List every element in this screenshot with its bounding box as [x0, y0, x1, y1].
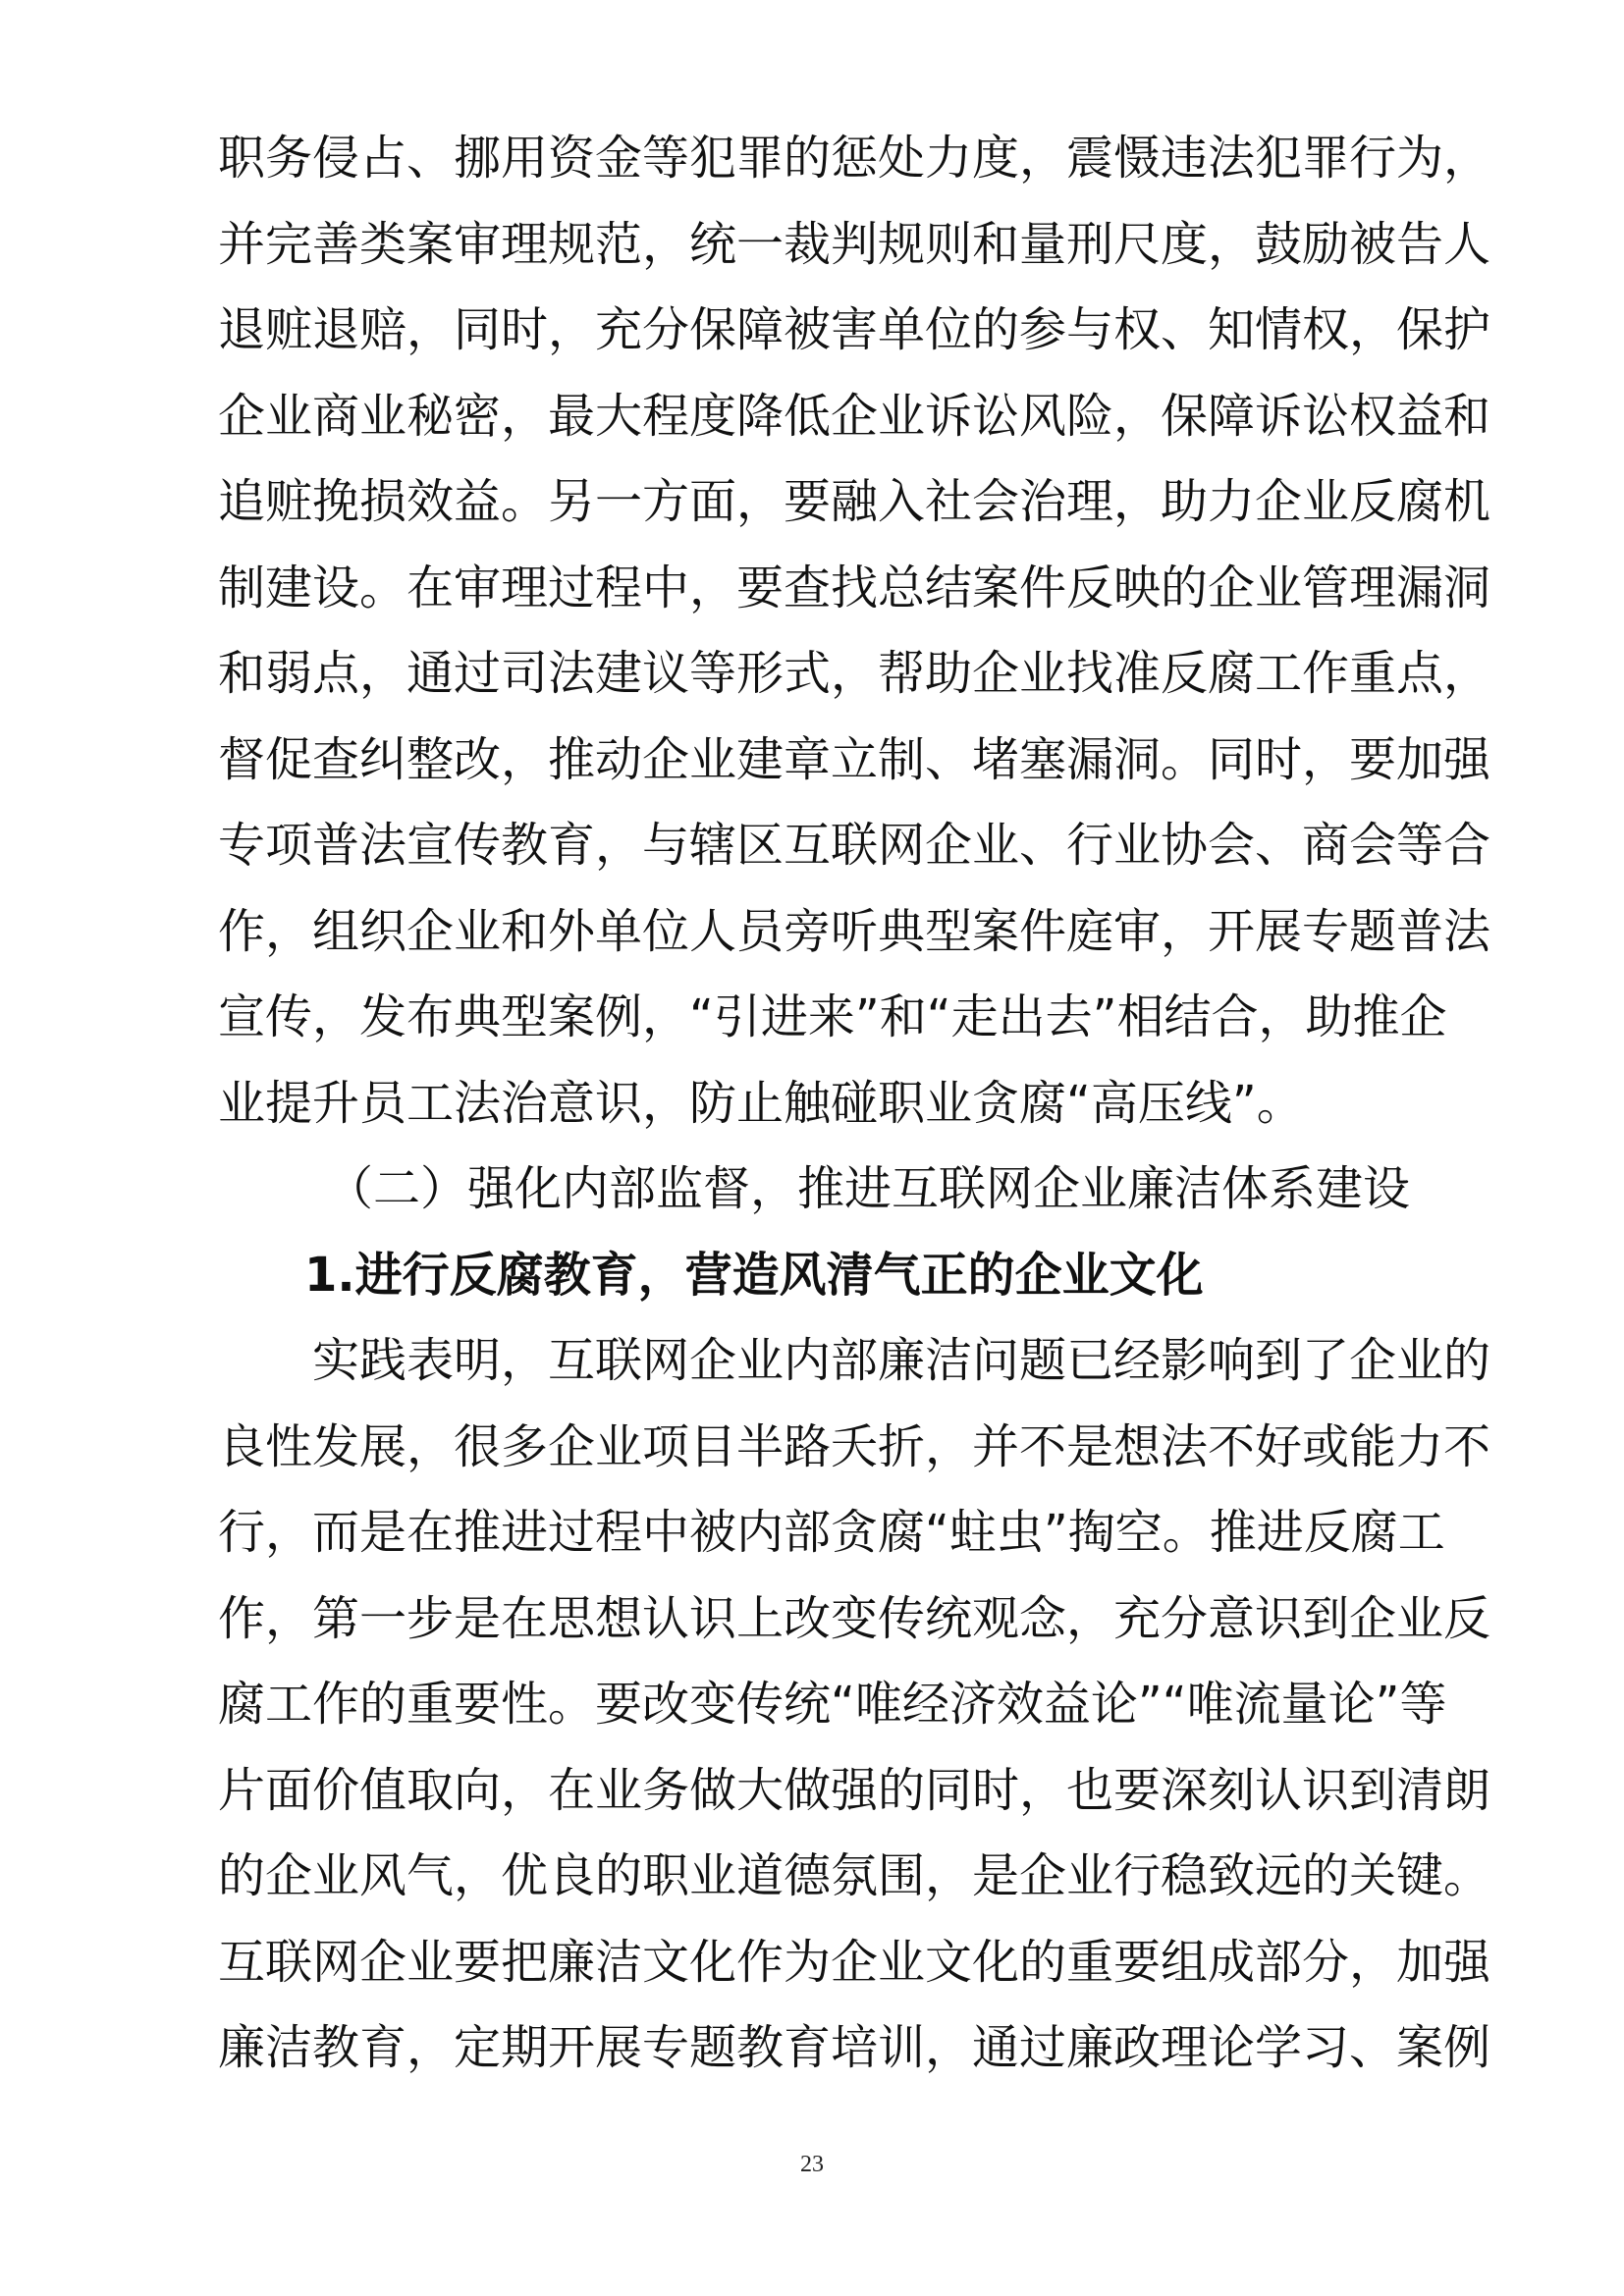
text-line: 和弱点，通过司法建议等形式，帮助企业找准反腐工作重点，: [218, 646, 1491, 701]
text-line: 制建设。在审理过程中，要查找总结案件反映的企业管理漏洞: [218, 560, 1491, 615]
body-text: [218, 116, 1491, 2092]
paragraph-line: 实践表明，互联网企业内部廉洁问题已经影响到了企业的: [312, 1333, 1491, 1388]
paragraph-line: 廉洁教育，定期开展专题教育培训，通过廉政理论学习、案例: [218, 2020, 1491, 2075]
paragraph-line: 作，第一步是在思想认识上改变传统观念，充分意识到企业反: [218, 1590, 1491, 1646]
text-line: 追赃挽损效益。另一方面，要融入社会治理，助力企业反腐机: [218, 474, 1491, 529]
text-line: 职务侵占、挪用资金等犯罪的惩处力度，震慑违法犯罪行为，: [218, 131, 1491, 186]
section-heading: 1.进行反腐教育，营造风清气正的企业文化: [304, 1247, 1204, 1303]
text-line: 作，组织企业和外单位人员旁听典型案件庭审，开展专题普法: [218, 903, 1491, 959]
text-line: 企业商业秘密，最大程度降低企业诉讼风险，保障诉讼权益和: [218, 388, 1491, 444]
page-number: 23: [800, 2152, 824, 2177]
text-line: 并完善类案审理规范，统一裁判规则和量刑尺度，鼓励被告人: [218, 216, 1491, 272]
paragraph-line: 的企业风气，优良的职业道德氛围，是企业行稳致远的关键。: [218, 1848, 1491, 1903]
paragraph-line: 良性发展，很多企业项目半路夭折，并不是想法不好或能力不: [218, 1418, 1491, 1474]
paragraph-line: 互联网企业要把廉洁文化作为企业文化的重要组成部分，加强: [218, 1934, 1491, 1990]
paragraph-line: 腐工作的重要性。要改变传统“唯经济效益论”“唯流量论”等: [218, 1677, 1447, 1732]
text-line: 退赃退赔，同时，充分保障被害单位的参与权、知情权，保护: [218, 302, 1491, 357]
text-line: 宣传，发布典型案例，“引进来”和“走出去”相结合，助推企: [218, 989, 1447, 1044]
text-line: 业提升员工法治意识，防止触碰职业贪腐“高压线”。: [218, 1075, 1304, 1131]
text-line: 督促查纠整改，推动企业建章立制、堵塞漏洞。同时，要加强: [218, 731, 1491, 787]
paragraph-line: 行，而是在推进过程中被内部贪腐“蛀虫”掏空。推进反腐工: [218, 1505, 1445, 1560]
paragraph-line: 片面价值取向，在业务做大做强的同时，也要深刻认识到清朗: [218, 1762, 1491, 1818]
text-line: 专项普法宣传教育，与辖区互联网企业、行业协会、商会等合: [218, 818, 1491, 873]
section-subheading: （二）强化内部监督，推进互联网企业廉洁体系建设: [326, 1161, 1411, 1216]
